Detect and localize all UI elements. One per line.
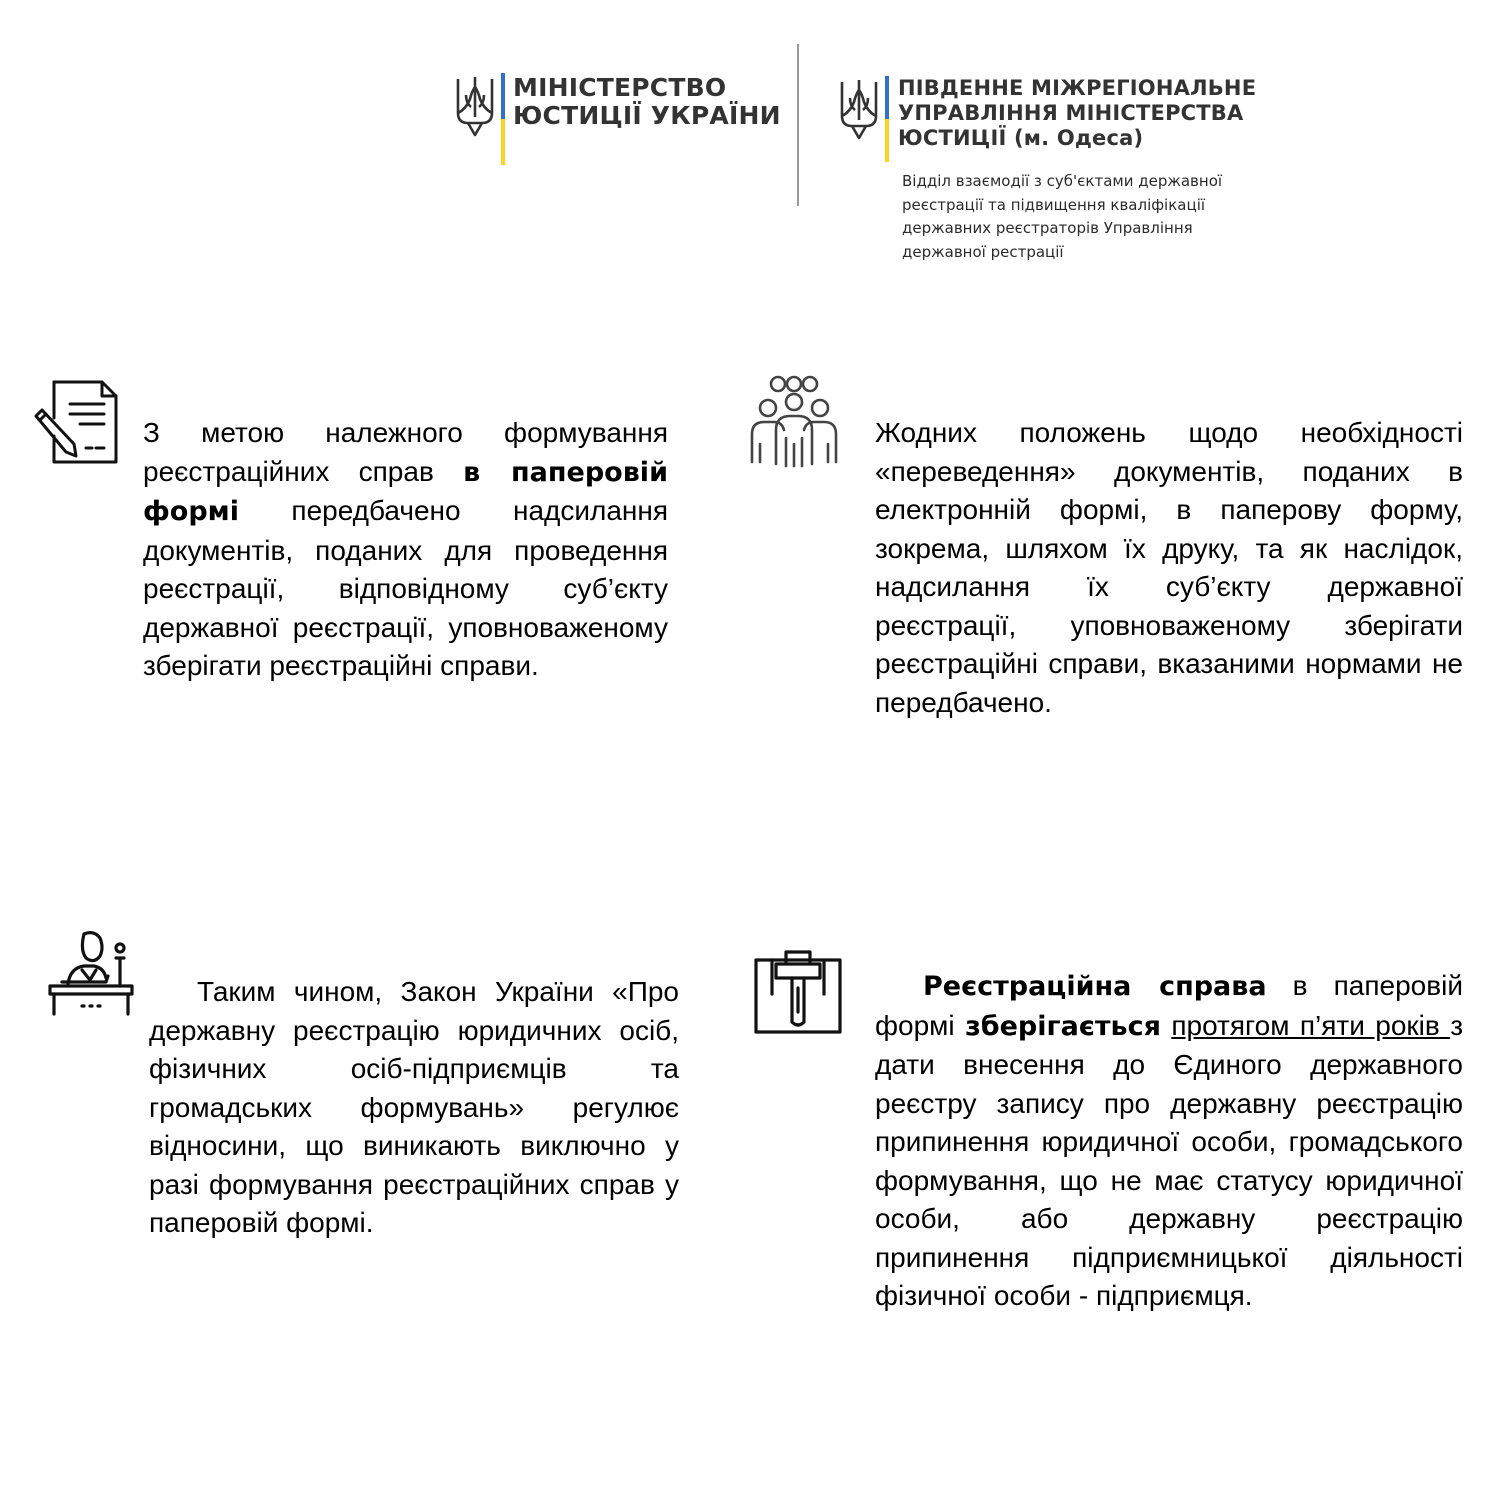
block-electronic-form	[875, 414, 1463, 722]
flag-bar	[501, 73, 505, 165]
emphasis-paper-form: в паперовій формі	[143, 456, 668, 527]
document-signing-icon	[30, 378, 120, 468]
regional-logo-line3: ЮСТИЦІЇ (м. Одеса)	[898, 126, 1144, 150]
department-line3: державних реєстраторів Управління	[902, 219, 1193, 237]
regional-logo-line1: ПІВДЕННЕ МІЖРЕГІОНАЛЬНЕ	[898, 76, 1257, 100]
ministry-logo-line1: МІНІСТЕРСТВО	[513, 73, 727, 102]
trident-icon	[838, 76, 880, 142]
regional-office-logo-text	[898, 76, 1256, 151]
block-storage-period	[875, 967, 1463, 1316]
department-line1: Відділ взаємодії з суб'єктами державної	[902, 172, 1223, 190]
people-group-icon	[746, 374, 842, 468]
flag-bar	[885, 76, 889, 162]
official-at-desk-icon	[46, 928, 136, 1016]
block-electronic-form-text: Жодних положень щодо необхідності «переведення» документів, поданих в електронній формі, в паперову форму, зокрема, шляхом їх друку, та як наслідок, надсилання їх суб’єкту державної реєстрації, уповноваженому зберігати реєстраційні справи, вказаними нормами не передбачено.	[875, 417, 1463, 718]
ministry-logo-line2: ЮСТИЦІЇ УКРАЇНИ	[513, 101, 781, 130]
block-law-scope	[149, 973, 679, 1243]
department-name	[902, 170, 1282, 264]
block-law-scope-text: Таким чином, Закон України «Про державну реєстрацію юридичних осіб, фізичних осіб-підприємців та громадських формувань» регулює відносини, що виникають виключно у разі формування реєстраційних справ у паперовій формі.	[149, 976, 679, 1238]
block-storage-period-text: Реєстраційна справа в паперовій формі зберігається протягом п’яти років з дати внесення до Єдиного державного реєстру запису про державну реєстрацію припинення юридичної особи, громадського формування, що не має статусу юридичної особи, або державну реєстрацію припинення підприємницької діяльності фізичної особи - підприємця.	[875, 970, 1464, 1311]
ministry-logo-text	[513, 74, 781, 130]
storage-period: протягом п’яти років	[1171, 1009, 1451, 1041]
department-line2: реєстрації та підвищення кваліфікації	[902, 195, 1206, 214]
regional-logo-line2: УПРАВЛІННЯ МІНІСТЕРСТВА	[898, 101, 1244, 125]
emphasis-stored: зберігається	[965, 1010, 1161, 1042]
block-paper-form-text: З метою належного формування реєстраційних справ в паперовій формі передбачено надсилання документів, поданих для проведення реєстрації, відповідному суб’єкту державної реєстрації, уповноваженому зберігати реєстраційні справи.	[143, 417, 668, 681]
block-paper-form	[143, 414, 668, 686]
gavel-icon	[752, 948, 844, 1034]
trident-icon	[454, 73, 496, 139]
emphasis-registration-file: Реєстраційна справа	[923, 971, 1267, 1002]
department-line4: державної рестрації	[902, 242, 1064, 261]
header-divider	[797, 44, 799, 206]
